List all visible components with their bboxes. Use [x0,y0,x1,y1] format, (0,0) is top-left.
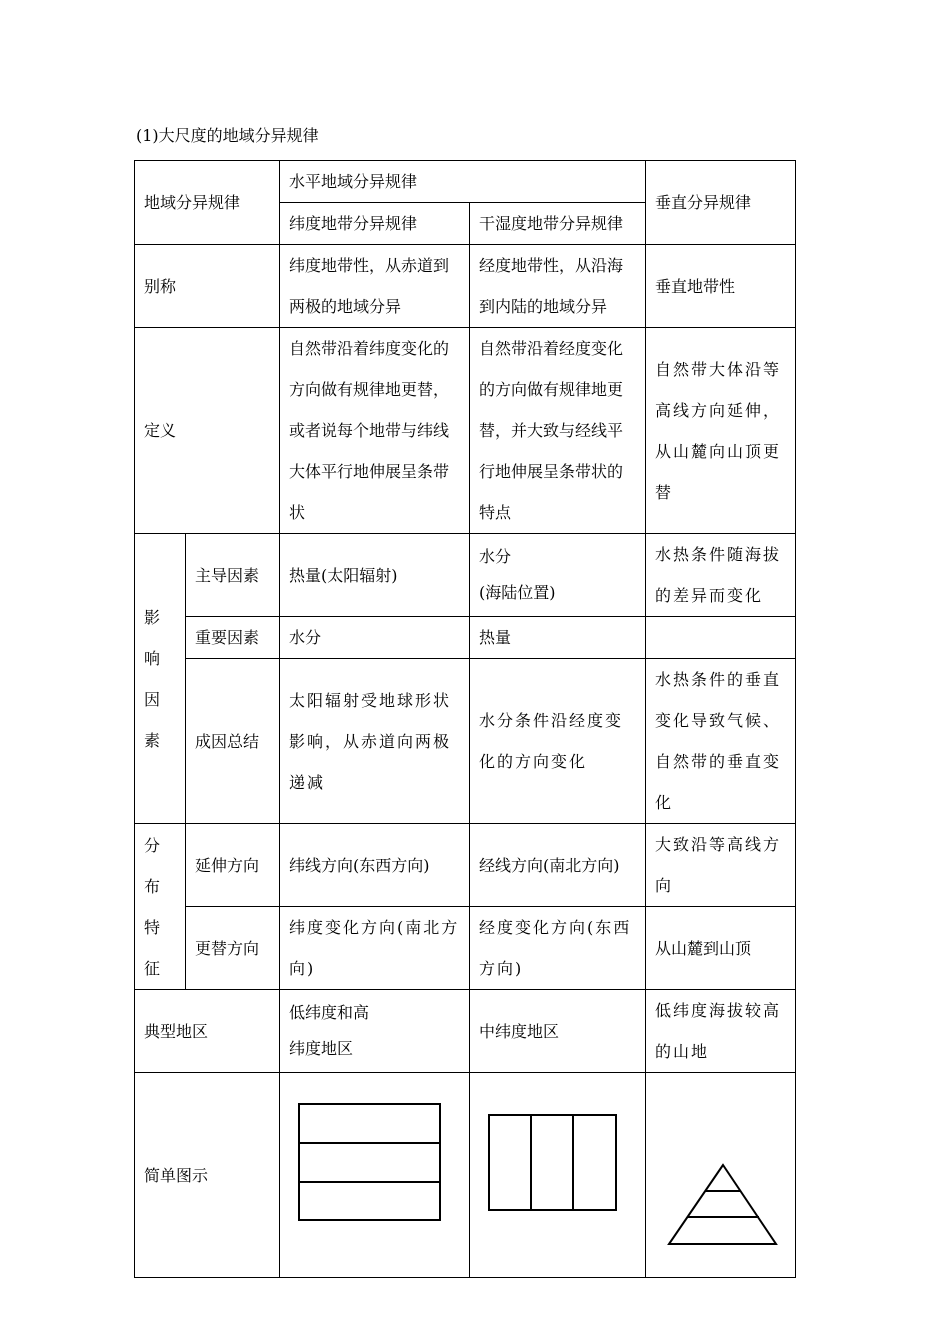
succession-vertical: 从山麓到山顶 [646,907,796,990]
extension-latitudinal: 纬线方向(东西方向) [280,824,470,907]
table-row [135,328,796,534]
table-row [135,990,796,1073]
horizontal-bands-diagram [289,1073,479,1277]
mountain-zones-diagram [655,1073,805,1277]
alias-vertical: 垂直地带性 [646,245,796,328]
alias-latitudinal: 纬度地带性，从赤道到两极的地域分异 [280,245,470,328]
typical-vertical: 低纬度海拔较高的山地 [646,990,796,1073]
dominant-label: 主导因素 [186,534,280,617]
definition-moisture: 自然带沿着经度变化的方向做有规律地更替，并大致与经线平行地伸展呈条带状的特点 [470,328,646,534]
vertical-bands-diagram [479,1073,655,1277]
table-row [135,617,796,659]
table-row [135,245,796,328]
important-label: 重要因素 [186,617,280,659]
typical-latitudinal-line1: 低纬度和高 [289,1003,370,1022]
succession-latitudinal: 纬度变化方向(南北方向) [280,907,470,990]
table-row [135,907,796,990]
extension-label: 延伸方向 [186,824,280,907]
definition-label: 定义 [135,328,280,534]
diagram-latitudinal-cell [280,1073,470,1278]
definition-latitudinal: 自然带沿着纬度变化的方向做有规律地更替，或者说每个地带与纬线大体平行地伸展呈条带状 [280,328,470,534]
header-rule-label: 地域分异规律 [135,161,280,245]
diagram-label: 简单图示 [135,1073,280,1278]
table-row [135,534,796,617]
typical-label: 典型地区 [135,990,280,1073]
factors-group-label [135,534,186,824]
table-row [135,161,796,203]
cause-vertical: 水热条件的垂直变化导致气候、自然带的垂直变化 [646,659,796,824]
typical-latitudinal-line2: 纬度地区 [289,1039,354,1058]
factors-group-text: 影响因素 [144,607,161,750]
alias-label: 别称 [135,245,280,328]
cause-label: 成因总结 [186,659,280,824]
zonation-table [134,160,796,1278]
distribution-group-text: 分布特征 [144,835,161,978]
table-row [135,1073,796,1278]
succession-label: 更替方向 [186,907,280,990]
extension-vertical: 大致沿等高线方向 [646,824,796,907]
header-moisture: 干湿度地带分异规律 [470,203,646,245]
extension-moisture: 经线方向(南北方向) [470,824,646,907]
diagram-vertical-cell [646,1073,796,1278]
typical-moisture: 中纬度地区 [470,990,646,1073]
diagram-moisture-cell [470,1073,646,1278]
dominant-moisture [470,534,646,617]
header-latitudinal: 纬度地带分异规律 [280,203,470,245]
table-row [135,824,796,907]
table-caption: (1)大尺度的地域分异规律 [136,126,319,145]
alias-moisture: 经度地带性，从沿海到内陆的地域分异 [470,245,646,328]
dominant-vertical: 水热条件随海拔的差异而变化 [646,534,796,617]
succession-moisture: 经度变化方向(东西方向) [470,907,646,990]
definition-vertical: 自然带大体沿等高线方向延伸，从山麓向山顶更替 [646,328,796,534]
typical-latitudinal [280,990,470,1073]
important-vertical [646,617,796,659]
cause-moisture: 水分条件沿经度变化的方向变化 [470,659,646,824]
table-row [135,659,796,824]
header-horizontal: 水平地域分异规律 [280,161,646,203]
distribution-group-label [135,824,186,990]
important-moisture: 热量 [470,617,646,659]
cause-latitudinal: 太阳辐射受地球形状影响，从赤道向两极递减 [280,659,470,824]
dominant-moisture-line2: (海陆位置) [479,583,556,602]
dominant-moisture-line1: 水分 [479,547,512,566]
important-latitudinal: 水分 [280,617,470,659]
header-vertical: 垂直分异规律 [646,161,796,245]
dominant-latitudinal: 热量(太阳辐射) [280,534,470,617]
